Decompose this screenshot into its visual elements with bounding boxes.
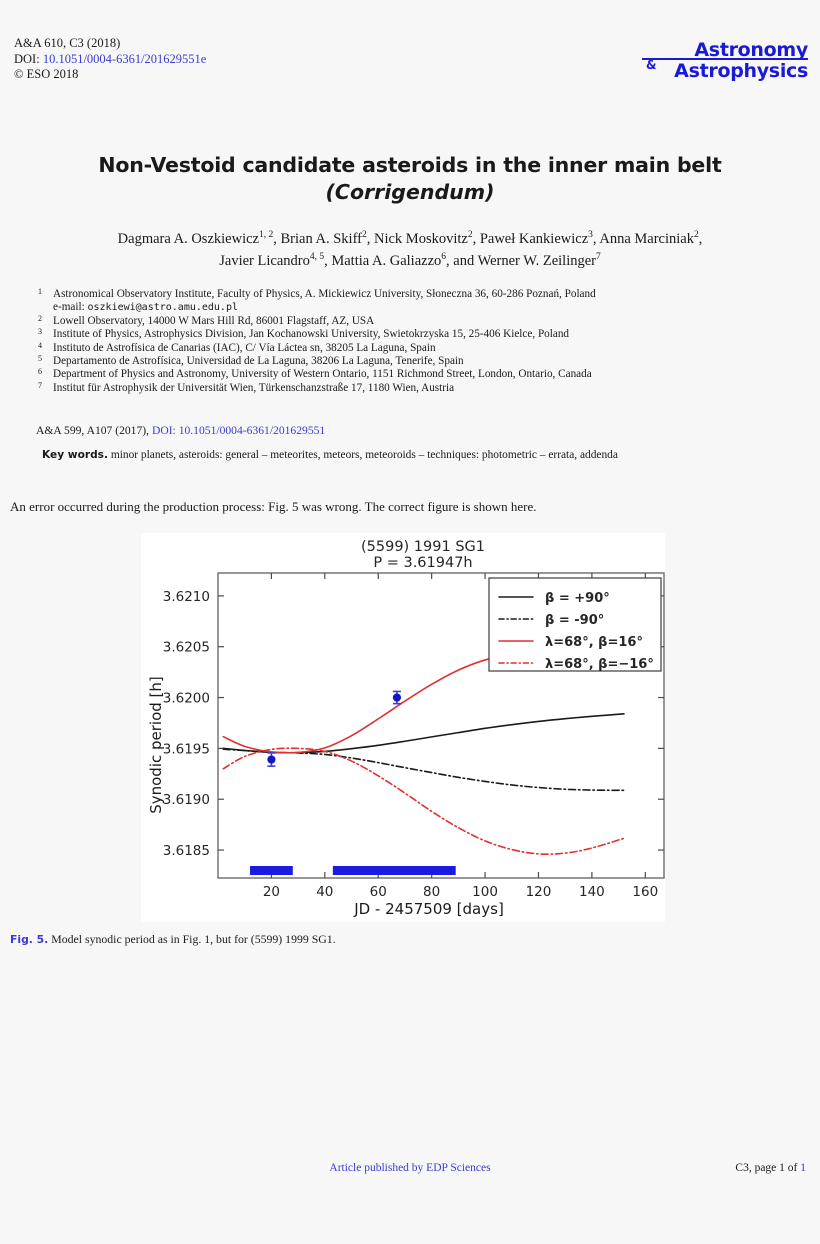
coverage-bar bbox=[250, 866, 293, 875]
affiliation-number: 4 bbox=[38, 340, 42, 350]
author-line-1 bbox=[50, 228, 770, 250]
author-affil-sup: 1, 2 bbox=[258, 230, 274, 241]
x-tick-label: 160 bbox=[632, 884, 659, 900]
legend-label: λ=68°, β=16° bbox=[545, 635, 643, 650]
y-tick-label: 3.6190 bbox=[162, 792, 210, 809]
affiliation-text: Instituto de Astrofísica de Canarias (IAC), C/ Vía Láctea sn, 38205 La Laguna, Spain bbox=[53, 341, 436, 354]
y-tick-label: 3.6195 bbox=[162, 741, 210, 758]
doi-link[interactable]: 10.1051/0004-6361/201629551e bbox=[42, 51, 207, 66]
affiliation-item bbox=[36, 382, 780, 395]
affiliation-number: 2 bbox=[38, 313, 42, 323]
affiliation-number: 1 bbox=[38, 287, 42, 296]
keywords-text: minor planets, asteroids: general – meteorites, meteors, meteoroids – techniques: photometric – errata, addenda bbox=[110, 449, 618, 461]
chart-title: (5599) 1991 SG1 bbox=[360, 539, 486, 555]
y-tick-label: 3.6205 bbox=[162, 639, 210, 656]
affiliation-item bbox=[36, 355, 780, 368]
affiliation-item bbox=[36, 288, 780, 315]
author-affil-sup: 2 bbox=[467, 230, 473, 241]
original-doi-link[interactable]: 10.1051/0004-6361/201629551 bbox=[178, 424, 326, 437]
journal-citation: A&A 610, C3 (2018) bbox=[14, 36, 121, 50]
synodic-period-chart bbox=[141, 533, 665, 922]
x-axis-label: JD - 2457509 [days] bbox=[354, 900, 504, 918]
original-article-reference bbox=[36, 424, 325, 437]
affiliation-item bbox=[36, 328, 780, 341]
affiliation-text: Departamento de Astrofísica, Universidad de La Laguna, 38206 La Laguna, Tenerife, Spain bbox=[53, 355, 464, 368]
author-affil-sup: 6 bbox=[441, 252, 447, 263]
journal-logo bbox=[642, 40, 808, 82]
logo-ampersand: & bbox=[646, 58, 657, 72]
author: Paweł Kankiewicz$^3$, bbox=[479, 230, 600, 247]
doi-label: DOI: bbox=[14, 51, 40, 66]
footer-page-number bbox=[735, 1162, 806, 1174]
footer-page-total[interactable]: 1 bbox=[800, 1162, 806, 1174]
corrigendum-body-text: An error occurred during the production process: Fig. 5 was wrong. The correct figure is shown here. bbox=[10, 499, 537, 514]
y-tick-label: 3.6185 bbox=[162, 843, 210, 860]
chart-subtitle: P = 3.61947h bbox=[373, 555, 473, 571]
x-tick-label: 80 bbox=[423, 884, 441, 900]
keywords-label: Key words. bbox=[42, 449, 109, 461]
author: Anna Marciniak$^2$, bbox=[599, 230, 703, 247]
email-address[interactable]: oszkiewi@astro.amu.edu.pl bbox=[87, 302, 238, 314]
original-citation: A&A 599, A107 (2017), bbox=[36, 424, 150, 437]
affiliation-email-line bbox=[53, 301, 780, 314]
page-subtitle: (Corrigendum) bbox=[325, 180, 495, 204]
affiliation-item bbox=[36, 368, 780, 381]
x-tick-label: 20 bbox=[262, 884, 281, 900]
affiliation-list bbox=[36, 288, 780, 395]
x-tick-label: 40 bbox=[316, 884, 334, 900]
logo-astrophysics: Astrophysics bbox=[674, 60, 808, 82]
footer-page-prefix: C3, page 1 of bbox=[735, 1162, 801, 1174]
author: Brian A. Skiff$^2$, bbox=[280, 230, 374, 247]
affiliation-number: 6 bbox=[38, 367, 42, 377]
copyright: © ESO 2018 bbox=[14, 67, 79, 81]
y-tick-label: 3.6200 bbox=[162, 690, 210, 707]
author-affil-sup: 2 bbox=[361, 230, 367, 241]
author: Nick Moskovitz$^2$, bbox=[373, 230, 480, 247]
author: Javier Licandro$^{4, 5}$, bbox=[219, 252, 332, 269]
affiliation-text: Institute of Physics, Astrophysics Division, Jan Kochanowski University, Swietokrzyska 15, 25-406 Kielce, Poland bbox=[53, 328, 570, 341]
figure-caption-text: Model synodic period as in Fig. 1, but for (5599) 1999 SG1. bbox=[51, 932, 336, 946]
logo-astronomy: Astronomy bbox=[694, 39, 808, 61]
author-affil-sup: 7 bbox=[596, 252, 601, 263]
author-affil-sup: 2 bbox=[693, 230, 699, 241]
affiliation-text: Astronomical Observatory Institute, Faculty of Physics, A. Mickiewicz University, Słoneczna 36, 60-286 Poznań, Poland bbox=[53, 288, 596, 300]
keywords-block bbox=[42, 449, 780, 461]
affiliation-item bbox=[36, 315, 780, 328]
figure-caption bbox=[10, 932, 336, 947]
affiliation-number: 5 bbox=[38, 354, 42, 364]
doi-line bbox=[14, 52, 206, 68]
page-title: Non-Vestoid candidate asteroids in the inner main belt bbox=[98, 153, 722, 177]
affiliation-number: 7 bbox=[38, 380, 42, 390]
legend-label: β = -90° bbox=[545, 613, 605, 628]
chart-legend bbox=[489, 578, 661, 672]
legend-label: β = +90° bbox=[545, 591, 610, 606]
affiliation-item bbox=[36, 342, 780, 355]
x-tick-label: 120 bbox=[525, 884, 552, 900]
author: Dagmara A. Oszkiewicz$^{1, 2}$, bbox=[117, 230, 281, 247]
header-citation-block bbox=[14, 36, 206, 83]
footer-publisher-link[interactable]: Article published by EDP Sciences bbox=[329, 1162, 491, 1174]
author-list bbox=[50, 228, 770, 272]
affiliation-text: Lowell Observatory, 14000 W Mars Hill Rd, 86001 Flagstaff, AZ, USA bbox=[53, 314, 375, 327]
y-tick-label: 3.6210 bbox=[162, 588, 210, 605]
figure-caption-label: Fig. 5. bbox=[10, 933, 49, 946]
affiliation-number: 3 bbox=[38, 327, 42, 337]
x-tick-label: 100 bbox=[472, 884, 498, 900]
author-affil-sup: 3 bbox=[588, 230, 593, 241]
affiliation-text: Department of Physics and Astronomy, University of Western Ontario, 1151 Richmond Street, London, Ontario, Canada bbox=[53, 368, 592, 381]
coverage-bar bbox=[333, 866, 456, 875]
x-tick-label: 60 bbox=[369, 884, 387, 900]
author: Werner W. Zeilinger$^7$ bbox=[477, 252, 601, 269]
affiliation-text: Institut für Astrophysik der Universität Wien, Türkenschanzstraße 17, 1180 Wien, Austria bbox=[53, 381, 455, 394]
figure-5 bbox=[141, 533, 665, 922]
original-doi-label: DOI: bbox=[151, 424, 176, 437]
author-line-2 bbox=[50, 250, 770, 272]
x-tick-label: 140 bbox=[579, 884, 605, 900]
author: Mattia A. Galiazzo$^6$, and bbox=[331, 252, 478, 269]
email-label: e-mail: bbox=[53, 301, 85, 314]
author-affil-sup: 4, 5 bbox=[309, 252, 325, 263]
y-axis-label: Synodic period [h] bbox=[147, 676, 165, 814]
legend-label: λ=68°, β=−16° bbox=[545, 657, 654, 672]
observation-coverage-bars bbox=[250, 866, 456, 875]
